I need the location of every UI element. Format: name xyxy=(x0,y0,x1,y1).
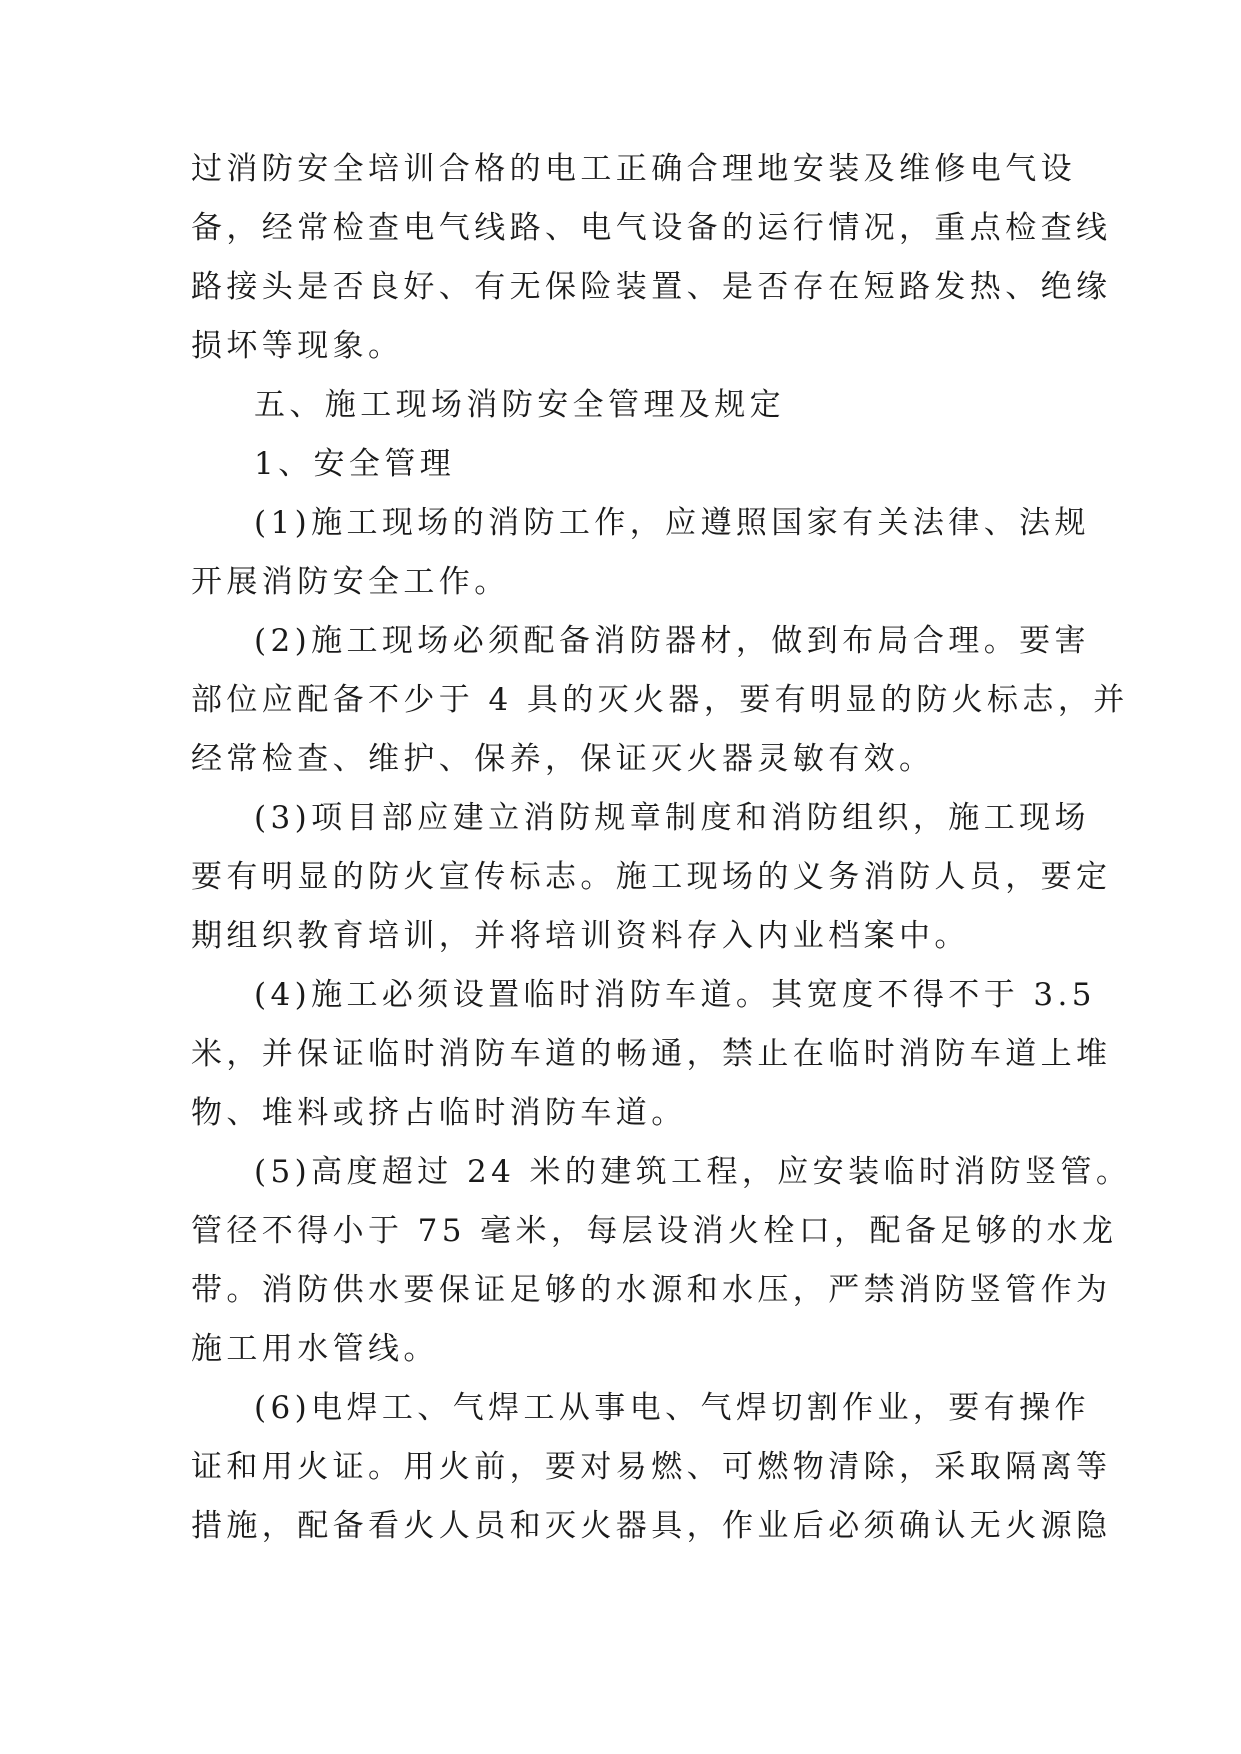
paragraph-line: 要有明显的防火宣传标志。施工现场的义务消防人员，要定 xyxy=(191,859,1112,895)
paragraph-line: (5)高度超过 24 米的建筑工程，应安装临时消防竖管。 xyxy=(254,1154,1132,1190)
paragraph-line: 带。消防供水要保证足够的水源和水压，严禁消防竖管作为 xyxy=(191,1272,1112,1308)
paragraph-line: 过消防安全培训合格的电工正确合理地安装及维修电气设 xyxy=(191,151,1076,187)
paragraph-line: 期组织教育培训，并将培训资料存入内业档案中。 xyxy=(191,918,970,954)
paragraph-line: (1)施工现场的消防工作，应遵照国家有关法律、法规 xyxy=(254,505,1090,541)
paragraph-line: (4)施工必须设置临时消防车道。其宽度不得不于 3.5 xyxy=(254,977,1096,1013)
paragraph-line: (3)项目部应建立消防规章制度和消防组织，施工现场 xyxy=(254,800,1090,836)
paragraph-line: 部位应配备不少于 4 具的灭火器，要有明显的防火标志，并 xyxy=(191,682,1129,718)
paragraph-line: 损坏等现象。 xyxy=(191,328,404,364)
paragraph-line: 管径不得小于 75 毫米，每层设消火栓口，配备足够的水龙 xyxy=(191,1213,1118,1249)
paragraph-line: (2)施工现场必须配备消防器材，做到布局合理。要害 xyxy=(254,623,1090,659)
paragraph-line: (6)电焊工、气焊工从事电、气焊切割作业，要有操作 xyxy=(254,1390,1090,1426)
paragraph-line: 经常检查、维护、保养，保证灭火器灵敏有效。 xyxy=(191,741,935,777)
paragraph-line: 路接头是否良好、有无保险装置、是否存在短路发热、绝缘 xyxy=(191,269,1112,305)
section-heading: 五、施工现场消防安全管理及规定 xyxy=(254,387,785,423)
paragraph-line: 证和用火证。用火前，要对易燃、可燃物清除，采取隔离等 xyxy=(191,1449,1112,1485)
paragraph-line: 备，经常检查电气线路、电气设备的运行情况，重点检查线 xyxy=(191,210,1112,246)
paragraph-line: 开展消防安全工作。 xyxy=(191,564,510,600)
paragraph-line: 施工用水管线。 xyxy=(191,1331,439,1367)
paragraph-line: 物、堆料或挤占临时消防车道。 xyxy=(191,1095,687,1131)
subsection-heading: 1、安全管理 xyxy=(254,446,456,482)
paragraph-line: 措施，配备看火人员和灭火器具，作业后必须确认无火源隐 xyxy=(191,1508,1112,1544)
paragraph-line: 米，并保证临时消防车道的畅通，禁止在临时消防车道上堆 xyxy=(191,1036,1112,1072)
